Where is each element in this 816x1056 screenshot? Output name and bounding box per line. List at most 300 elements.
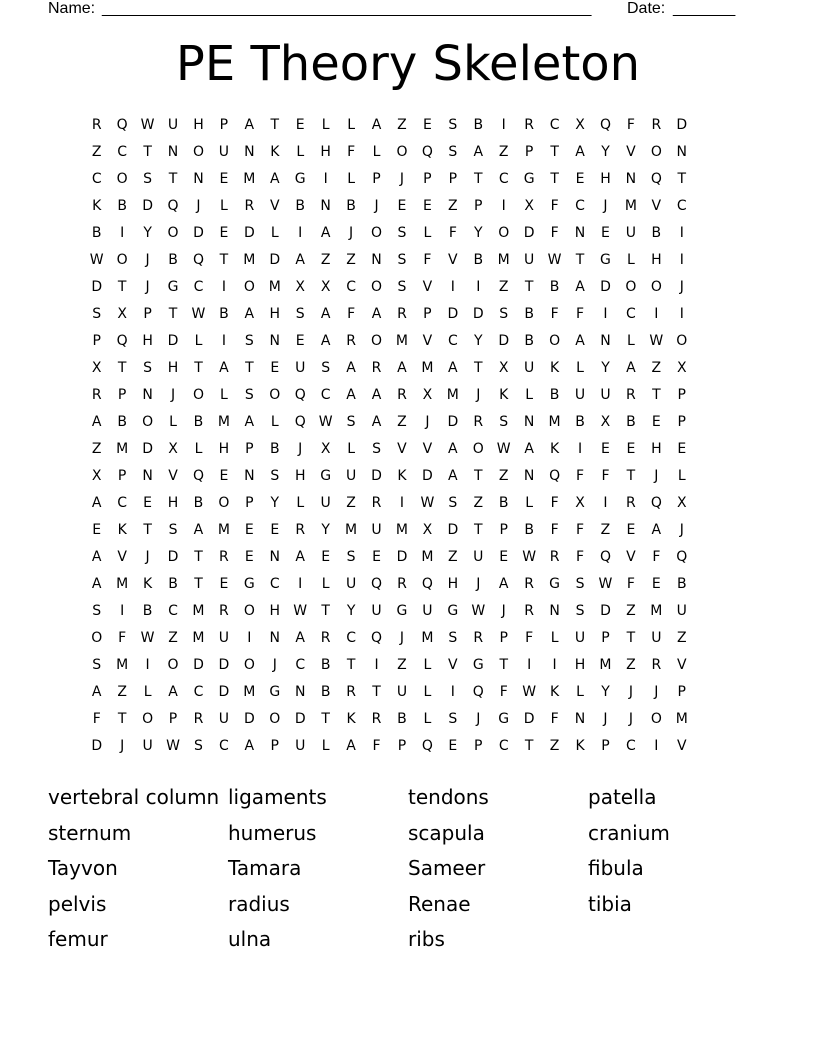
grid-cell: Q <box>650 171 662 187</box>
grid-cell: A <box>575 279 585 295</box>
grid-cell: R <box>651 657 662 673</box>
grid-cell: T <box>474 468 483 484</box>
grid-cell: D <box>269 252 281 268</box>
grid-cell: M <box>446 387 459 403</box>
grid-cell: W <box>598 576 613 592</box>
grid-cell: P <box>677 387 686 403</box>
word-list-item: tibia <box>588 891 632 916</box>
grid-cell: T <box>194 360 203 376</box>
grid-cell: B <box>219 306 229 322</box>
grid-cell: A <box>397 360 407 376</box>
grid-cell: I <box>399 495 405 511</box>
grid-cell: Q <box>371 576 383 592</box>
grid-cell: U <box>600 387 611 403</box>
grid-cell: B <box>473 252 484 268</box>
grid-cell: W <box>547 252 562 268</box>
grid-cell: V <box>626 549 636 565</box>
grid-cell: A <box>371 306 382 322</box>
grid-cell: P <box>92 333 101 349</box>
grid-cell: Q <box>421 576 433 592</box>
grid-cell: Y <box>321 522 330 538</box>
grid-cell: O <box>498 225 510 241</box>
grid-cell: F <box>423 252 432 268</box>
grid-cell: M <box>243 171 256 187</box>
grid-cell: L <box>627 333 635 349</box>
name-field[interactable]: _______________________________________________________ <box>102 0 592 17</box>
word-list <box>48 780 788 958</box>
grid-row <box>84 598 695 625</box>
grid-cell: O <box>243 657 255 673</box>
grid-cell: M <box>395 522 409 538</box>
grid-cell: C <box>193 279 204 295</box>
grid-cell: B <box>168 252 178 268</box>
grid-cell: P <box>499 630 508 646</box>
grid-cell: F <box>550 225 559 241</box>
grid-cell: O <box>243 279 255 295</box>
grid-cell: X <box>676 360 687 376</box>
grid-cell: A <box>448 468 458 484</box>
date-field[interactable]: _______ <box>673 0 736 17</box>
grid-cell: S <box>397 225 407 241</box>
grid-cell: T <box>143 522 152 538</box>
grid-cell: O <box>142 414 154 430</box>
grid-cell: U <box>524 252 535 268</box>
grid-cell: I <box>374 657 379 673</box>
grid-cell: F <box>92 711 101 727</box>
grid-cell: H <box>167 495 179 511</box>
grid-cell: D <box>142 441 153 457</box>
grid-cell: Z <box>168 630 178 646</box>
grid-cell: I <box>501 117 506 133</box>
grid-cell: U <box>651 630 662 646</box>
grid-cell: F <box>372 738 381 754</box>
grid-cell: D <box>142 198 153 214</box>
grid-cell: D <box>193 225 204 241</box>
grid-cell: C <box>295 657 306 673</box>
grid-cell: O <box>167 225 179 241</box>
grid-cell: W <box>522 549 537 565</box>
grid-cell: Q <box>599 117 611 133</box>
grid-cell: O <box>371 279 383 295</box>
grid-cell: L <box>576 684 584 700</box>
grid-cell: R <box>193 711 204 727</box>
grid-cell: I <box>247 630 252 646</box>
grid-row <box>84 409 695 436</box>
grid-cell: T <box>321 603 330 619</box>
grid-cell: B <box>397 711 407 727</box>
grid-cell: B <box>346 198 356 214</box>
grid-cell: Q <box>192 468 204 484</box>
grid-cell: C <box>193 684 204 700</box>
grid-cell: B <box>142 603 153 619</box>
grid-cell: R <box>397 387 407 403</box>
grid-cell: W <box>522 684 537 700</box>
grid-cell: Q <box>472 684 484 700</box>
grid-cell: H <box>193 117 204 133</box>
grid-cell: R <box>626 495 636 511</box>
grid-cell: Z <box>91 144 102 160</box>
grid-cell: G <box>447 603 459 619</box>
grid-cell: W <box>293 603 308 619</box>
grid-cell: P <box>219 117 229 133</box>
grid-cell: O <box>625 279 637 295</box>
grid-cell: I <box>476 279 481 295</box>
grid-cell: Z <box>346 252 356 268</box>
grid-row <box>84 517 695 544</box>
grid-row <box>84 679 695 706</box>
grid-cell: L <box>677 468 686 484</box>
grid-cell: S <box>448 495 458 511</box>
grid-cell: A <box>346 360 356 376</box>
grid-cell: P <box>245 495 254 511</box>
grid-cell: E <box>626 522 636 538</box>
grid-cell: N <box>574 711 586 727</box>
grid-row <box>84 382 695 409</box>
grid-cell: Z <box>498 468 509 484</box>
grid-cell: Y <box>346 603 356 619</box>
grid-cell: F <box>550 711 559 727</box>
grid-cell: C <box>346 630 356 646</box>
grid-cell: J <box>603 198 608 214</box>
grid-cell: T <box>245 360 254 376</box>
grid-cell: V <box>269 198 280 214</box>
grid-cell: A <box>320 306 331 322</box>
grid-cell: J <box>145 252 150 268</box>
grid-cell: J <box>399 171 405 187</box>
grid-cell: N <box>294 684 306 700</box>
grid-cell: N <box>600 333 611 349</box>
grid-cell: F <box>550 198 559 214</box>
grid-cell: O <box>192 387 204 403</box>
grid-cell: B <box>626 414 636 430</box>
letter-grid <box>84 112 695 760</box>
grid-cell: J <box>628 684 633 700</box>
grid-cell: Z <box>448 549 458 565</box>
grid-cell: F <box>576 549 585 565</box>
grid-cell: O <box>167 657 179 673</box>
grid-cell: T <box>168 306 178 322</box>
grid-cell: P <box>499 522 508 538</box>
grid-cell: L <box>194 333 203 349</box>
grid-cell: M <box>192 603 205 619</box>
grid-cell: J <box>145 279 150 295</box>
grid-cell: S <box>397 252 407 268</box>
grid-cell: X <box>676 495 687 511</box>
grid-cell: N <box>269 333 281 349</box>
grid-cell: M <box>268 279 281 295</box>
grid-cell: R <box>371 711 382 727</box>
grid-row <box>84 625 695 652</box>
grid-cell: E <box>372 549 381 565</box>
grid-cell: T <box>194 576 203 592</box>
grid-cell: C <box>117 144 128 160</box>
word-list-item: ribs <box>408 927 445 951</box>
grid-cell: A <box>651 522 662 538</box>
grid-cell: E <box>270 522 280 538</box>
grid-cell: P <box>245 441 254 457</box>
grid-cell: R <box>626 387 636 403</box>
grid-cell: J <box>476 576 481 592</box>
grid-cell: G <box>269 684 281 700</box>
grid-cell: S <box>346 549 356 565</box>
grid-cell: R <box>219 549 229 565</box>
grid-cell: Z <box>397 657 407 673</box>
grid-cell: V <box>626 144 636 160</box>
grid-cell: W <box>318 414 333 430</box>
grid-row <box>84 706 695 733</box>
grid-cell: A <box>91 576 102 592</box>
grid-cell: L <box>143 684 152 700</box>
grid-cell: E <box>651 414 661 430</box>
grid-cell: T <box>194 549 203 565</box>
grid-cell: R <box>91 387 102 403</box>
grid-cell: D <box>167 549 179 565</box>
grid-cell: V <box>448 252 458 268</box>
grid-cell: T <box>117 279 127 295</box>
grid-cell: V <box>397 441 407 457</box>
grid-cell: Y <box>601 684 610 700</box>
grid-row <box>84 571 695 598</box>
grid-cell: P <box>601 738 610 754</box>
grid-cell: N <box>523 468 535 484</box>
grid-cell: M <box>624 198 637 214</box>
grid-cell: S <box>143 360 153 376</box>
grid-row <box>84 301 695 328</box>
grid-cell: Y <box>601 144 610 160</box>
grid-cell: J <box>120 738 125 754</box>
word-list-item: Renae <box>408 891 471 916</box>
grid-cell: Z <box>346 495 356 511</box>
grid-cell: M <box>599 657 612 673</box>
grid-cell: Q <box>371 630 383 646</box>
grid-cell: A <box>244 117 255 133</box>
grid-cell: Q <box>676 549 688 565</box>
grid-cell: Q <box>294 387 306 403</box>
grid-cell: B <box>676 576 687 592</box>
grid-cell: P <box>601 630 610 646</box>
grid-cell: B <box>193 495 204 511</box>
grid-cell: T <box>143 144 152 160</box>
grid-cell: V <box>117 549 127 565</box>
grid-cell: R <box>320 630 331 646</box>
grid-cell: A <box>448 360 458 376</box>
grid-cell: S <box>92 657 102 673</box>
grid-cell: Y <box>270 495 280 511</box>
grid-cell: Z <box>676 630 687 646</box>
grid-cell: M <box>217 414 230 430</box>
grid-cell: S <box>295 306 305 322</box>
grid-cell: Q <box>421 738 433 754</box>
grid-cell: Y <box>474 225 483 241</box>
grid-cell: X <box>575 117 585 133</box>
grid-cell: M <box>421 360 434 376</box>
grid-cell: L <box>321 576 330 592</box>
grid-cell: B <box>168 576 178 592</box>
grid-cell: G <box>498 711 510 727</box>
grid-cell: B <box>651 225 662 241</box>
grid-cell: D <box>600 603 611 619</box>
grid-cell: I <box>679 306 684 322</box>
grid-cell: I <box>221 279 226 295</box>
grid-cell: G <box>243 576 255 592</box>
grid-cell: S <box>372 441 381 457</box>
grid-cell: C <box>676 198 687 214</box>
grid-cell: Q <box>549 468 561 484</box>
grid-cell: F <box>550 306 559 322</box>
grid-cell: E <box>219 225 229 241</box>
grid-cell: S <box>448 711 458 727</box>
grid-cell: L <box>372 144 381 160</box>
grid-cell: R <box>371 495 382 511</box>
grid-cell: M <box>421 549 434 565</box>
grid-cell: X <box>295 279 306 295</box>
grid-cell: D <box>396 549 408 565</box>
grid-cell: J <box>272 657 277 673</box>
grid-cell: C <box>91 171 102 187</box>
grid-cell: W <box>89 252 104 268</box>
grid-cell: B <box>575 414 585 430</box>
grid-cell: N <box>142 468 153 484</box>
grid-cell: I <box>679 225 684 241</box>
grid-cell: P <box>372 171 381 187</box>
grid-cell: O <box>243 603 255 619</box>
grid-cell: O <box>116 252 128 268</box>
grid-cell: B <box>117 198 127 214</box>
grid-cell: V <box>168 468 178 484</box>
word-list-item: ligaments <box>228 785 327 809</box>
grid-cell: R <box>219 603 229 619</box>
grid-cell: A <box>524 441 534 457</box>
grid-cell: J <box>603 711 608 727</box>
grid-cell: U <box>371 603 382 619</box>
grid-cell: K <box>346 711 356 727</box>
grid-cell: S <box>244 387 254 403</box>
grid-cell: Z <box>473 495 484 511</box>
grid-cell: A <box>168 684 178 700</box>
grid-cell: D <box>498 333 510 349</box>
grid-cell: H <box>218 441 230 457</box>
grid-cell: A <box>91 414 102 430</box>
grid-cell: F <box>626 576 635 592</box>
grid-cell: X <box>422 387 433 403</box>
grid-cell: L <box>423 684 432 700</box>
grid-cell: C <box>575 198 585 214</box>
grid-cell: L <box>321 117 330 133</box>
word-list-item: Tayvon <box>48 856 118 880</box>
grid-cell: O <box>396 144 408 160</box>
grid-cell: B <box>320 657 331 673</box>
grid-cell: J <box>425 414 430 430</box>
grid-cell: M <box>548 414 561 430</box>
grid-cell: O <box>371 225 383 241</box>
grid-cell: L <box>525 387 534 403</box>
grid-cell: E <box>601 225 610 241</box>
grid-cell: A <box>91 495 102 511</box>
grid-cell: P <box>168 711 178 727</box>
grid-cell: Z <box>626 603 636 619</box>
grid-cell: K <box>397 468 407 484</box>
grid-cell: A <box>626 360 636 376</box>
grid-cell: F <box>576 468 585 484</box>
grid-cell: D <box>243 225 255 241</box>
grid-cell: P <box>677 684 686 700</box>
grid-cell: I <box>298 576 303 592</box>
grid-cell: U <box>574 387 586 403</box>
grid-cell: N <box>244 144 255 160</box>
grid-cell: T <box>626 468 636 484</box>
grid-row <box>84 355 695 382</box>
grid-cell: E <box>422 117 432 133</box>
grid-cell: M <box>116 441 129 457</box>
grid-cell: Y <box>601 360 610 376</box>
grid-cell: M <box>116 657 129 673</box>
grid-row <box>84 733 695 760</box>
grid-cell: I <box>654 306 659 322</box>
grid-cell: T <box>346 657 356 673</box>
grid-cell: Z <box>397 117 407 133</box>
grid-cell: E <box>321 549 331 565</box>
grid-cell: L <box>270 225 279 241</box>
grid-cell: X <box>320 441 331 457</box>
grid-cell: A <box>193 522 204 538</box>
grid-cell: N <box>244 468 255 484</box>
grid-cell: I <box>120 603 125 619</box>
grid-cell: L <box>423 657 432 673</box>
grid-cell: D <box>447 414 459 430</box>
grid-cell: R <box>651 117 662 133</box>
grid-cell: L <box>576 360 584 376</box>
grid-cell: L <box>347 117 355 133</box>
grid-cell: A <box>371 387 382 403</box>
grid-cell: Q <box>192 252 204 268</box>
grid-cell: B <box>269 441 280 457</box>
grid-cell: O <box>269 711 281 727</box>
grid-row <box>84 112 695 139</box>
grid-cell: C <box>320 387 331 403</box>
grid-cell: I <box>145 657 150 673</box>
word-list-item: ulna <box>228 927 272 951</box>
word-list-item: humerus <box>228 820 317 845</box>
grid-cell: S <box>143 171 153 187</box>
grid-cell: P <box>143 306 152 322</box>
grid-cell: C <box>447 333 458 349</box>
word-list-item: cranium <box>588 820 670 845</box>
grid-cell: C <box>269 576 280 592</box>
word-list-item: sternum <box>48 820 132 845</box>
grid-cell: S <box>346 414 356 430</box>
grid-cell: U <box>218 630 230 646</box>
grid-cell: D <box>91 279 103 295</box>
grid-cell: K <box>550 360 560 376</box>
grid-cell: J <box>654 468 659 484</box>
grid-cell: T <box>270 117 280 133</box>
grid-cell: B <box>473 117 484 133</box>
grid-cell: O <box>472 441 484 457</box>
grid-cell: M <box>421 630 434 646</box>
grid-cell: O <box>142 711 154 727</box>
grid-cell: E <box>143 495 153 511</box>
grid-cell: T <box>474 360 483 376</box>
grid-cell: H <box>651 252 662 268</box>
grid-cell: M <box>116 576 129 592</box>
grid-cell: O <box>650 144 662 160</box>
grid-cell: R <box>295 522 306 538</box>
grid-cell: T <box>372 684 381 700</box>
grid-cell: X <box>422 522 433 538</box>
grid-cell: Q <box>116 117 128 133</box>
grid-row <box>84 166 695 193</box>
grid-cell: K <box>270 144 280 160</box>
